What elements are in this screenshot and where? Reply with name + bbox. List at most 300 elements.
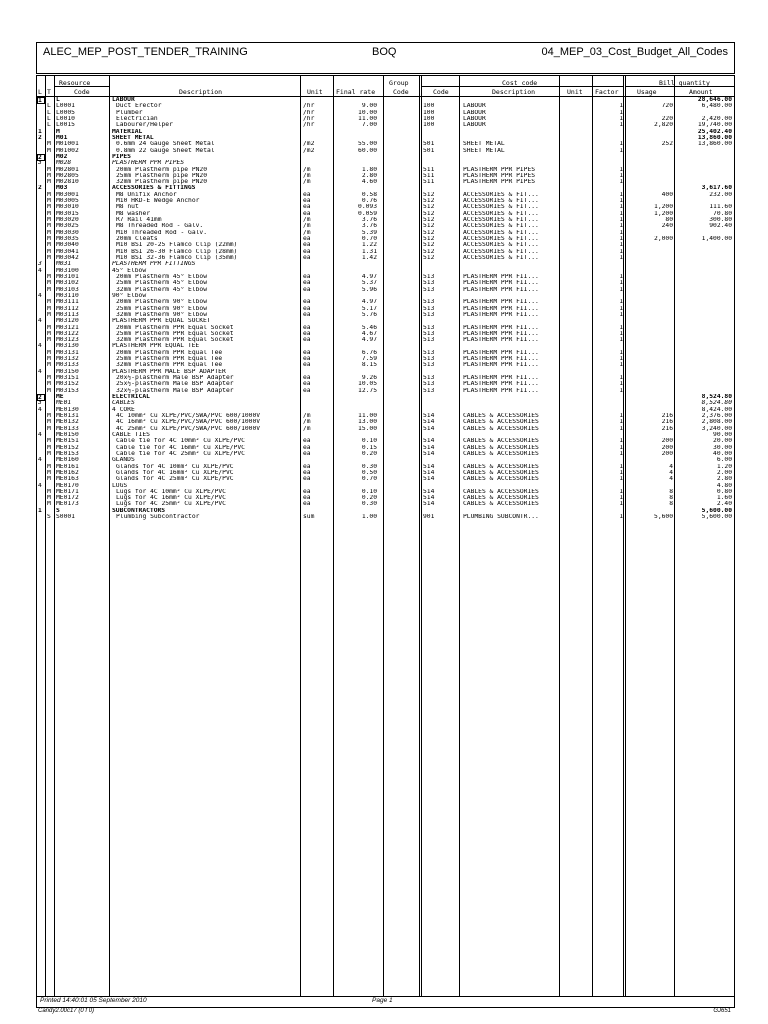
amount-cell: 5,600.00 bbox=[701, 507, 732, 514]
unit-cell: ea bbox=[303, 324, 311, 331]
unit-cell: /hr bbox=[303, 115, 315, 122]
amount-cell: 1.20 bbox=[716, 463, 732, 470]
code-cell: S bbox=[56, 507, 60, 514]
description-cell: 32mm Plastherm 45° Elbow bbox=[116, 286, 207, 293]
cost-description-cell: PLASTHERM PPR FII... bbox=[463, 280, 539, 287]
code-cell: M03130 bbox=[56, 343, 79, 350]
type-cell: M bbox=[47, 255, 51, 261]
final-rate-cell: 4.97 bbox=[361, 337, 377, 344]
amount-cell: 2,808.00 bbox=[701, 419, 732, 426]
level-cell: 1 bbox=[38, 128, 42, 135]
type-cell: M bbox=[47, 381, 51, 388]
type-cell: L bbox=[47, 109, 51, 116]
cost-description-cell: CABLES & ACCESSORIES bbox=[463, 476, 539, 483]
final-rate-cell: 0.76 bbox=[361, 198, 377, 205]
code-cell: M03101 bbox=[56, 273, 79, 280]
cost-description-cell: CABLES & ACCESSORIES bbox=[463, 450, 539, 457]
final-rate-cell: 1.22 bbox=[361, 242, 377, 249]
amount-cell: 902.40 bbox=[709, 223, 732, 230]
code-cell: ME0153 bbox=[56, 450, 79, 457]
cost-description-cell: LABOUR bbox=[463, 103, 486, 110]
description-cell: 32x½-plastherm Male BSP Adapter bbox=[116, 387, 234, 394]
final-rate-cell: 1.42 bbox=[361, 255, 377, 261]
cost-code-cell: 514 bbox=[423, 425, 435, 432]
amount-cell: 20.00 bbox=[713, 438, 732, 445]
code-cell: M03110 bbox=[56, 292, 79, 299]
description-cell: Lugs for 4C 10mm² Cu XLPE/PVC bbox=[116, 488, 226, 495]
code-cell: ME0150 bbox=[56, 431, 79, 438]
description-cell: Lugs for 4C 25mm² Cu XLPE/PVC bbox=[116, 501, 226, 508]
cost-code-cell: 514 bbox=[423, 495, 435, 502]
unit-cell: ea bbox=[303, 248, 311, 255]
cost-description-cell: SHEET METAL bbox=[463, 147, 505, 154]
cost-description-cell: ACCESSORIES & FIT... bbox=[463, 198, 539, 205]
cost-code-cell: 513 bbox=[423, 286, 435, 293]
type-cell: M bbox=[47, 223, 51, 230]
resource-group-header: Resource bbox=[59, 79, 91, 87]
amount-cell: 28,646.00 bbox=[697, 97, 732, 103]
type-cell: M bbox=[47, 387, 51, 394]
col-l: L bbox=[38, 88, 42, 96]
description-cell: Plumber bbox=[116, 109, 143, 116]
type-cell: M bbox=[47, 198, 51, 205]
description-cell: 25mm Plastherm pipe PN20 bbox=[116, 172, 207, 179]
cost-code-cell: 514 bbox=[423, 413, 435, 419]
type-cell: M bbox=[47, 349, 51, 356]
factor-cell: 1 bbox=[619, 381, 623, 388]
col-cc-unit: Unit bbox=[567, 88, 583, 96]
cost-description-cell: PLASTHERM PPR PIPES bbox=[463, 166, 536, 173]
unit-cell: ea bbox=[303, 198, 311, 205]
final-rate-cell: 4.60 bbox=[361, 179, 377, 186]
amount-cell: 2,376.00 bbox=[701, 413, 732, 419]
cost-code-cell: 513 bbox=[423, 324, 435, 331]
code-cell: M03122 bbox=[56, 330, 79, 337]
code-cell: M02805 bbox=[56, 172, 79, 179]
final-rate-cell: 0.10 bbox=[361, 488, 377, 495]
cost-description-cell: CABLES & ACCESSORIES bbox=[463, 419, 539, 426]
amount-cell: 13,860.00 bbox=[697, 141, 732, 148]
code-cell: M03150 bbox=[56, 368, 79, 375]
cost-description-cell: ACCESSORIES & FIT... bbox=[463, 210, 539, 217]
code-cell: M03100 bbox=[56, 267, 79, 274]
final-rate-cell: 13.00 bbox=[358, 419, 377, 426]
final-rate-cell: 10.00 bbox=[358, 109, 377, 116]
usage-cell: 1,200 bbox=[654, 210, 673, 217]
unit-cell: ea bbox=[303, 469, 311, 476]
cost-description-cell: CABLES & ACCESSORIES bbox=[463, 425, 539, 432]
final-rate-cell: 0.50 bbox=[361, 469, 377, 476]
type-cell: M bbox=[47, 210, 51, 217]
col-unit: Unit bbox=[307, 88, 323, 96]
description-cell: PLASTHERM PPR FITTINGS bbox=[112, 261, 196, 268]
final-rate-cell: 5.96 bbox=[361, 286, 377, 293]
col-group-code: Code bbox=[393, 88, 409, 96]
type-cell: M bbox=[47, 273, 51, 280]
cost-code-cell: 100 bbox=[423, 103, 435, 110]
code-cell: ME0161 bbox=[56, 463, 79, 470]
code-cell: ME0151 bbox=[56, 438, 79, 445]
description-cell: Duct Erector bbox=[116, 103, 162, 110]
type-cell: M bbox=[47, 299, 51, 306]
description-cell: Cable tie for 4C 10mm² Cu XLPE/PVC bbox=[116, 438, 245, 445]
amount-cell: 13,860.00 bbox=[697, 134, 732, 141]
unit-cell: ea bbox=[303, 236, 311, 243]
amount-cell: 0.80 bbox=[716, 488, 732, 495]
final-rate-cell: 0.059 bbox=[358, 210, 377, 217]
type-cell: M bbox=[47, 444, 51, 451]
description-cell: M10 BSI 26-30 Flamco Clip (28mm) bbox=[116, 248, 238, 255]
cost-description-cell: PLASTHERM PPR FII... bbox=[463, 375, 539, 382]
factor-cell: 1 bbox=[619, 387, 623, 394]
code-cell: M01001 bbox=[56, 141, 79, 148]
amount-cell: 2.40 bbox=[716, 501, 732, 508]
cost-code-cell: 513 bbox=[423, 349, 435, 356]
code-cell: ME0171 bbox=[56, 488, 79, 495]
cost-description-cell: PLASTHERM PPR FII... bbox=[463, 356, 539, 363]
cost-code-cell: 512 bbox=[423, 236, 435, 243]
final-rate-cell: 1.80 bbox=[361, 166, 377, 173]
amount-cell: 1,400.00 bbox=[701, 236, 732, 243]
description-cell: M10 HKD-E Wedge Anchor bbox=[116, 198, 200, 205]
factor-cell: 1 bbox=[619, 280, 623, 287]
cost-code-cell: 513 bbox=[423, 375, 435, 382]
final-rate-cell: 1.00 bbox=[361, 514, 377, 521]
cost-code-cell: 512 bbox=[423, 242, 435, 249]
factor-cell: 1 bbox=[619, 236, 623, 243]
unit-cell: ea bbox=[303, 330, 311, 337]
unit-cell: ea bbox=[303, 488, 311, 495]
cost-description-cell: PLASTHERM PPR PIPES bbox=[463, 172, 536, 179]
description-cell: M10 Threaded Rod - Galv. bbox=[116, 229, 207, 236]
unit-cell: ea bbox=[303, 204, 311, 211]
type-cell: M bbox=[47, 166, 51, 173]
unit-cell: /m bbox=[303, 217, 311, 224]
description-cell: LABOUR bbox=[112, 97, 135, 103]
amount-cell: 1.60 bbox=[716, 495, 732, 502]
type-cell: M bbox=[47, 172, 51, 179]
cost-description-cell: CABLES & ACCESSORIES bbox=[463, 413, 539, 419]
code-cell: M03131 bbox=[56, 349, 79, 356]
level-cell: 4 bbox=[38, 318, 42, 325]
usage-cell: 8 bbox=[669, 495, 673, 502]
factor-cell: 1 bbox=[619, 273, 623, 280]
code-cell: M03152 bbox=[56, 381, 79, 388]
final-rate-cell: 5.39 bbox=[361, 229, 377, 236]
description-cell: 25mm Plastherm PPR Equal Tee bbox=[116, 356, 223, 363]
code-cell: M03020 bbox=[56, 217, 79, 224]
code-cell: M bbox=[56, 128, 60, 135]
cost-description-cell: ACCESSORIES & FIT... bbox=[463, 236, 539, 243]
level-cell: 2 bbox=[38, 134, 42, 141]
code-cell: ME0130 bbox=[56, 406, 79, 413]
cost-code-cell: 512 bbox=[423, 229, 435, 236]
cost-description-cell: ACCESSORIES & FIT... bbox=[463, 223, 539, 230]
code-cell: M03112 bbox=[56, 305, 79, 312]
cost-code-cell: 514 bbox=[423, 501, 435, 508]
type-cell: M bbox=[47, 450, 51, 457]
type-cell: M bbox=[47, 356, 51, 363]
code-cell: L0010 bbox=[56, 115, 75, 122]
unit-cell: ea bbox=[303, 337, 311, 344]
cost-code-cell: 513 bbox=[423, 381, 435, 388]
description-cell: CABLE TIES bbox=[112, 431, 150, 438]
usage-cell: 720 bbox=[661, 103, 673, 110]
cost-code-cell: 514 bbox=[423, 476, 435, 483]
cost-code-cell: 512 bbox=[423, 191, 435, 198]
amount-cell: 8,524.80 bbox=[701, 400, 732, 407]
factor-cell: 1 bbox=[619, 413, 623, 419]
unit-cell: ea bbox=[303, 387, 311, 394]
cost-code-cell: 100 bbox=[423, 109, 435, 116]
factor-cell: 1 bbox=[619, 255, 623, 261]
final-rate-cell: 7.59 bbox=[361, 356, 377, 363]
description-cell: PLASTHERM PPR EQUAL TEE bbox=[112, 343, 200, 350]
level-cell: 2 bbox=[37, 394, 45, 401]
level-cell: 1 bbox=[37, 97, 45, 104]
amount-cell: 300.80 bbox=[709, 217, 732, 224]
code-cell: M03035 bbox=[56, 236, 79, 243]
usage-cell: 2,820 bbox=[654, 122, 673, 129]
cost-code-cell: 514 bbox=[423, 488, 435, 495]
unit-cell: ea bbox=[303, 299, 311, 306]
final-rate-cell: 9.00 bbox=[361, 103, 377, 110]
description-cell: M10 BSI 20-25 Flamco Clip (22mm) bbox=[116, 242, 238, 249]
unit-cell: ea bbox=[303, 375, 311, 382]
usage-cell: 200 bbox=[661, 444, 673, 451]
usage-cell: 4 bbox=[669, 469, 673, 476]
factor-cell: 1 bbox=[619, 115, 623, 122]
unit-cell: /hr bbox=[303, 103, 315, 110]
usage-cell: 216 bbox=[661, 419, 673, 426]
unit-cell: /m bbox=[303, 223, 311, 230]
unit-cell: ea bbox=[303, 381, 311, 388]
factor-cell: 1 bbox=[619, 122, 623, 129]
unit-cell: ea bbox=[303, 255, 311, 261]
cost-description-cell: CABLES & ACCESSORIES bbox=[463, 495, 539, 502]
code-cell: M03025 bbox=[56, 223, 79, 230]
type-cell: M bbox=[47, 286, 51, 293]
factor-cell: 1 bbox=[619, 223, 623, 230]
final-rate-cell: 12.75 bbox=[358, 387, 377, 394]
unit-cell: /m bbox=[303, 425, 311, 432]
col-usage: Usage bbox=[637, 88, 657, 96]
code-cell: L0001 bbox=[56, 103, 75, 110]
factor-cell: 1 bbox=[619, 286, 623, 293]
type-cell: M bbox=[47, 419, 51, 426]
final-rate-cell: 0.15 bbox=[361, 444, 377, 451]
cost-code-cell: 501 bbox=[423, 141, 435, 148]
type-cell: M bbox=[47, 495, 51, 502]
cost-code-cell: 514 bbox=[423, 438, 435, 445]
amount-cell: 232.00 bbox=[709, 191, 732, 198]
code-cell: ME0172 bbox=[56, 495, 79, 502]
final-rate-cell: 5.37 bbox=[361, 280, 377, 287]
factor-cell: 1 bbox=[619, 495, 623, 502]
cost-description-cell: CABLES & ACCESSORIES bbox=[463, 444, 539, 451]
final-rate-cell: 0.20 bbox=[361, 495, 377, 502]
description-cell: 32mm Plastherm PPR Equal Tee bbox=[116, 362, 223, 369]
description-cell: LUGS bbox=[112, 482, 128, 489]
description-cell: Glands for 4C 16mm² Cu XLPE/PVC bbox=[116, 469, 234, 476]
unit-cell: ea bbox=[303, 501, 311, 508]
code-cell: M03042 bbox=[56, 255, 79, 261]
description-cell: MATERIAL bbox=[112, 128, 143, 135]
cost-code-cell: 513 bbox=[423, 387, 435, 394]
code-cell: M03121 bbox=[56, 324, 79, 331]
factor-cell: 1 bbox=[619, 349, 623, 356]
cost-code-cell: 513 bbox=[423, 356, 435, 363]
code-cell: M01002 bbox=[56, 147, 79, 154]
cost-code-cell: 501 bbox=[423, 147, 435, 154]
description-cell: Plumbing Subcontractor bbox=[116, 514, 200, 521]
final-rate-cell: 10.05 bbox=[358, 381, 377, 388]
final-rate-cell: 0.58 bbox=[361, 191, 377, 198]
code-cell: ME0131 bbox=[56, 413, 79, 419]
code-cell: M03005 bbox=[56, 198, 79, 205]
final-rate-cell: 0.30 bbox=[361, 463, 377, 470]
code-cell: ME0170 bbox=[56, 482, 79, 489]
type-cell: M bbox=[47, 438, 51, 445]
cost-description-cell: PLASTHERM PPR FII... bbox=[463, 305, 539, 312]
description-cell: PIPES bbox=[112, 153, 131, 160]
factor-cell: 1 bbox=[619, 141, 623, 148]
cost-code-cell: 512 bbox=[423, 204, 435, 211]
cost-code-cell: 100 bbox=[423, 115, 435, 122]
type-cell: M bbox=[47, 204, 51, 211]
description-cell: M8 washer bbox=[116, 210, 151, 217]
cost-code-group-header: Cost code bbox=[502, 79, 538, 87]
amount-cell: 3,240.00 bbox=[701, 425, 732, 432]
code-cell: M03010 bbox=[56, 204, 79, 211]
cost-description-cell: CABLES & ACCESSORIES bbox=[463, 463, 539, 470]
factor-cell: 1 bbox=[619, 438, 623, 445]
cost-code-cell: 513 bbox=[423, 337, 435, 344]
unit-cell: /hr bbox=[303, 109, 315, 116]
factor-cell: 1 bbox=[619, 356, 623, 363]
unit-cell: ea bbox=[303, 356, 311, 363]
type-cell: M bbox=[47, 147, 51, 154]
unit-cell: ea bbox=[303, 495, 311, 502]
cost-code-cell: 512 bbox=[423, 248, 435, 255]
usage-cell: 216 bbox=[661, 413, 673, 419]
cost-description-cell: ACCESSORIES & FIT... bbox=[463, 248, 539, 255]
description-cell: 20mm Plastherm 45° Elbow bbox=[116, 273, 207, 280]
factor-cell: 1 bbox=[619, 109, 623, 116]
bill-quantity-group-header: Bill quantity bbox=[659, 79, 710, 87]
cost-description-cell: CABLES & ACCESSORIES bbox=[463, 438, 539, 445]
type-cell: M bbox=[47, 501, 51, 508]
description-cell: 4C 25mm² Cu XLPE/PVC/SWA/PVC 600/1000V bbox=[116, 425, 261, 432]
factor-cell: 1 bbox=[619, 172, 623, 179]
final-rate-cell: 7.00 bbox=[361, 122, 377, 129]
unit-cell: ea bbox=[303, 362, 311, 369]
final-rate-cell: 3.76 bbox=[361, 223, 377, 230]
amount-cell: 70.80 bbox=[713, 210, 732, 217]
factor-cell: 1 bbox=[619, 419, 623, 426]
unit-cell: ea bbox=[303, 280, 311, 287]
type-cell: M bbox=[47, 476, 51, 483]
level-cell: 4 bbox=[38, 431, 42, 438]
unit-cell: ea bbox=[303, 305, 311, 312]
code-cell: M03120 bbox=[56, 318, 79, 325]
type-cell: S bbox=[47, 514, 51, 521]
unit-cell: /m2 bbox=[303, 141, 315, 148]
amount-cell: 8,424.00 bbox=[701, 406, 732, 413]
cost-description-cell: SHEET METAL bbox=[463, 141, 505, 148]
cost-code-cell: 511 bbox=[423, 179, 435, 186]
cost-code-cell: 513 bbox=[423, 305, 435, 312]
type-cell: M bbox=[47, 179, 51, 186]
unit-cell: ea bbox=[303, 191, 311, 198]
unit-cell: ea bbox=[303, 444, 311, 451]
amount-cell: 40.00 bbox=[713, 450, 732, 457]
cost-code-cell: 513 bbox=[423, 280, 435, 287]
final-rate-cell: 0.70 bbox=[361, 236, 377, 243]
report-type: BOQ bbox=[372, 46, 397, 58]
usage-cell: 4 bbox=[669, 476, 673, 483]
code-cell: M031 bbox=[56, 261, 72, 268]
final-rate-cell: 60.00 bbox=[358, 147, 377, 154]
usage-cell: 216 bbox=[661, 425, 673, 432]
description-cell: 20x½-plastherm Male BSP Adapter bbox=[116, 375, 234, 382]
code-cell: M03102 bbox=[56, 280, 79, 287]
cost-code-cell: 512 bbox=[423, 223, 435, 230]
factor-cell: 1 bbox=[619, 166, 623, 173]
type-cell: M bbox=[47, 229, 51, 236]
cost-description-cell: PLASTHERM PPR FII... bbox=[463, 330, 539, 337]
usage-cell: 240 bbox=[661, 223, 673, 230]
col-cc-description: Description bbox=[492, 88, 536, 96]
description-cell: ACCESSORIES & FITTINGS bbox=[112, 185, 196, 192]
factor-cell: 1 bbox=[619, 191, 623, 198]
final-rate-cell: 15.00 bbox=[358, 425, 377, 432]
code-cell: ME0163 bbox=[56, 476, 79, 483]
factor-cell: 1 bbox=[619, 103, 623, 110]
usage-cell: 200 bbox=[661, 450, 673, 457]
level-cell: 4 bbox=[38, 292, 42, 299]
usage-cell: 8 bbox=[669, 501, 673, 508]
type-cell: M bbox=[47, 324, 51, 331]
report-name: 04_MEP_03_Cost_Budget_All_Codes bbox=[541, 46, 728, 58]
cost-description-cell: CABLES & ACCESSORIES bbox=[463, 501, 539, 508]
description-cell: 20mm Plastherm PPR Equal Tee bbox=[116, 349, 223, 356]
factor-cell: 1 bbox=[619, 198, 623, 205]
factor-cell: 1 bbox=[619, 514, 623, 521]
description-cell: GLANDS bbox=[112, 457, 135, 464]
final-rate-cell: 6.76 bbox=[361, 349, 377, 356]
description-cell: SUBCONTRACTORS bbox=[112, 507, 166, 514]
type-cell: L bbox=[47, 115, 51, 122]
final-rate-cell: 0.10 bbox=[361, 438, 377, 445]
form-code: GJ651 bbox=[713, 1008, 731, 1014]
amount-cell: 90.00 bbox=[713, 431, 732, 438]
code-cell: M03133 bbox=[56, 362, 79, 369]
description-cell: M8 Unifix Anchor bbox=[116, 191, 177, 198]
amount-cell: 25,402.40 bbox=[697, 128, 732, 135]
code-cell: M03103 bbox=[56, 286, 79, 293]
cost-description-cell: PLASTHERM PPR FII... bbox=[463, 337, 539, 344]
type-cell: M bbox=[47, 305, 51, 312]
cost-code-cell: 513 bbox=[423, 311, 435, 318]
code-cell: M01 bbox=[56, 134, 68, 141]
cost-description-cell: PLASTHERM PPR FII... bbox=[463, 311, 539, 318]
cost-description-cell: PLASTHERM PPR FII... bbox=[463, 349, 539, 356]
description-cell: Labourer/Helper bbox=[116, 122, 173, 129]
final-rate-cell: 1.31 bbox=[361, 248, 377, 255]
factor-cell: 1 bbox=[619, 444, 623, 451]
level-cell: 4 bbox=[38, 267, 42, 274]
